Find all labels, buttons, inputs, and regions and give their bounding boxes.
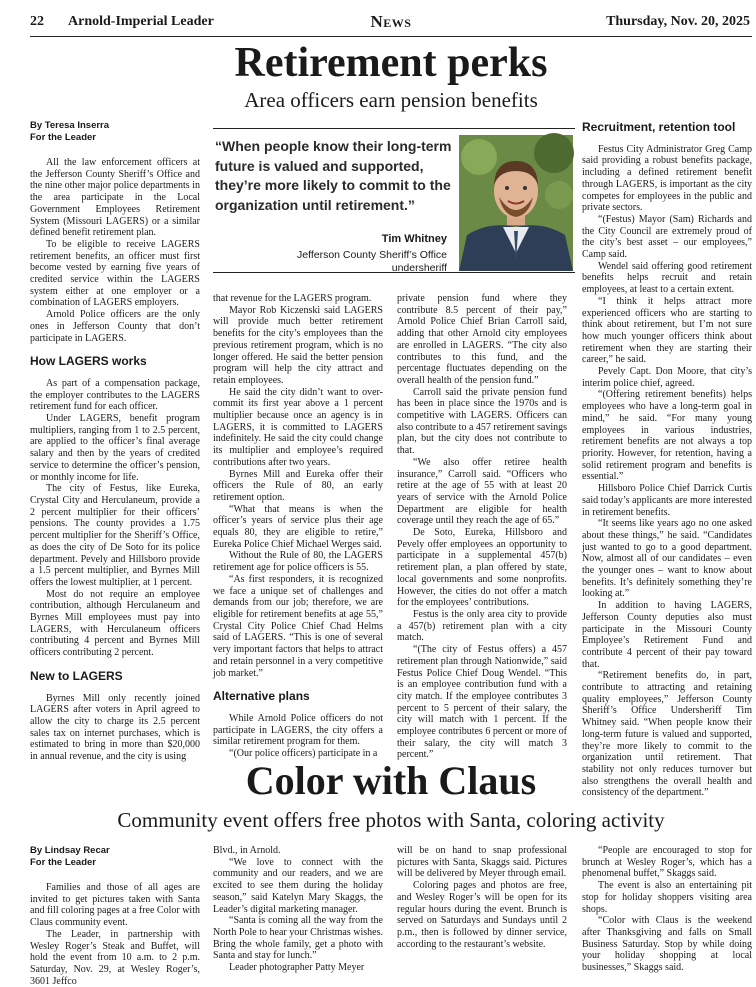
- paragraph: “(The city of Festus offers) a 457 retirement plan through Nationwide,” said Festus Police Chief Doug Wendel. “This is an employee contribution fund with a city match. If the employee contributes 3 percent to 5 percent of their salary, the city will match with 1 percent. If the employee contributes 6 percent or more of their salary, the city will match 3 percent.”: [397, 644, 567, 761]
- byline-org: For the Leader: [30, 857, 96, 868]
- paragraph: Under LAGERS, benefit program multipliers, ranging from 1 to 2.5 percent, are applied to the officer’s final average salary and then by the years of credited service to determine the officer’s pension, or monthly income for life.: [30, 413, 200, 483]
- story2-column-2: [213, 845, 383, 981]
- pull-quote-role-line1: Jefferson County Sheriff’s Office: [297, 249, 447, 261]
- portrait-photo: [459, 135, 573, 271]
- paragraph: private pension fund where they contribute 8.5 percent of their pay,” Arnold Police Chief Brian Carroll said, adding that other Arnold city employees are enrolled in LAGERS. “The city also contributes to this fund, and the percentage fluctuates depending on the overall health of the pension fund.”: [397, 293, 567, 386]
- paragraph: Pevely Capt. Don Moore, that city’s interim police chief, agreed.: [582, 366, 752, 389]
- section-subhead: How LAGERS works: [30, 354, 147, 369]
- paragraph: “We also offer retiree health insurance,” Carroll said. “Officers who retire at the age of 55 with at least 20 years of service with the Arnold Police Department are eligible for health coverage until they reach the age of 65.”: [397, 456, 567, 527]
- paragraph: “Color with Claus is the weekend after Thanksgiving and falls on Small Business Saturday. Stop by while doing your holiday shopping at local businesses,” Skaggs said.: [582, 915, 752, 974]
- paragraph: The Leader, in partnership with Wesley Roger’s Steak and Buffet, will hold the event from 10 a.m. to 2 p.m. Saturday, Nov. 29, at Wesley Roger’s, 3601 Jeffco: [30, 928, 200, 987]
- page-header: [30, 12, 752, 34]
- paragraph: “Retirement benefits do, in part, contribute to attracting and retaining quality employees,” Jefferson County Sheriff’s Office Undersheriff Tim Whitney said. “When people know their long-term future is valued and supported, they’re more likely to commit to the organization until retirement. That stability not only reduces turnover but also strengthens the overall health and consistency of the department.”: [582, 670, 752, 799]
- pull-quote: [213, 128, 575, 273]
- section-subhead: Alternative plans: [213, 689, 310, 704]
- paragraph: The city of Festus, like Eureka, Crystal City and Herculaneum, provide a 2 percent multiplier for their officers’ pensions. The county provides a 1.75 percent multiplier for the Sheriff’s Office, as does the city of De Soto for its police department. Pevely and Hillsboro provide a 1.5 percent multiplier, and Byrnes Mill offers the lowest multiplier, at 1 percent.: [30, 483, 200, 588]
- paragraph: that revenue for the LAGERS program.: [213, 293, 372, 304]
- headline: Retirement perks: [234, 40, 548, 86]
- section-name: News: [370, 12, 412, 31]
- paragraph: He said the city didn’t want to over-commit its first year above a 1 percent multiplier because once an agency is in LAGERS, it is committed to LAGERS indefinitely. He said the city could change its multiplier and employee’s required contributions after two years.: [213, 386, 383, 468]
- paragraph: “It seems like years ago no one asked about these things,” he said. “Candidates just wanted to go to a good department. Now, almost all of our candidates – even the younger ones – want to know about benefits. It’s definitely something they’re looking at.”: [582, 518, 752, 600]
- paragraph: Families and those of all ages are invited to get pictures taken with Santa and fill coloring pages at a free Color with Claus community event.: [30, 882, 200, 929]
- paragraph: Carroll said the private pension fund has been in place since the 1970s and is competitive with LAGERS. Officers can also contribute to a 457 retirement savings plan, but the city does not contribute to that.: [397, 386, 567, 457]
- portrait-icon: [459, 135, 573, 271]
- paragraph: Mayor Rob Kiczenski said LAGERS will provide much better retirement benefits for the city’s employees than the previous retirement program, which is no longer offered. He said the better pension program will help the city attract and retain employees.: [213, 304, 383, 386]
- paragraph: All the law enforcement officers at the Jefferson County Sheriff’s Office and the nine other major police departments in the area participate in the Local Government Employees Retirement System (Missouri LAGERS) or a similar defined benefit retirement plan.: [30, 157, 200, 239]
- paragraph: “As first responders, it is recognized we face a unique set of challenges and demands from our job; therefore, we are eligible for retirement benefits at age 55,” Crystal City Police Chief Chad Helms said of LAGERS. “This is one of several very important factors that helps to attract and retain personnel in a very competitive job market.”: [213, 573, 383, 679]
- paragraph: “What that means is when the officer’s years of service plus their age equals 80, they are eligible to retire,” Eureka Police Chief Michael Werges said.: [213, 503, 383, 550]
- byline-name: By Teresa Inserra: [30, 120, 110, 131]
- story2-column-3: [397, 845, 567, 981]
- section-subhead: Recruitment, retention tool: [582, 120, 736, 134]
- paragraph: Byrnes Mill and Eureka offer their officers the Rule of 80, an early retirement option.: [213, 468, 383, 503]
- paragraph: Coloring pages and photos are free, and Wesley Roger’s will be open for its regular hours during the event. Brunch is served on Saturdays and Sundays until 2 p.m., then is followed by dinner service, according to the restaurant’s website.: [397, 880, 567, 950]
- paper-name: Arnold-Imperial Leader: [68, 14, 214, 29]
- paragraph: Without the Rule of 80, the LAGERS retirement age for police officers is 55.: [213, 550, 383, 574]
- pull-quote-text: “When people know their long-term future is valued and supported, they’re more likely to commit to the organization until retirement.”: [215, 138, 452, 213]
- paragraph: “People are encouraged to stop for brunch at Wesley Roger’s, which has a phenomenal buffet,” Skaggs said.: [582, 845, 752, 880]
- headline-2: Color with Claus: [245, 758, 537, 803]
- story2-column-4: [582, 845, 752, 981]
- page-number: 22: [30, 14, 44, 29]
- paragraph: In addition to having LAGERS, Jefferson County deputies also must participate in the Missouri County Employee’s Retirement Fund and contribute 4 percent of their pay toward that.: [582, 600, 752, 670]
- byline-name: By Lindsay Recar: [30, 845, 110, 856]
- pull-quote-role-line2: undersheriff: [391, 262, 447, 274]
- pull-quote-name: Tim Whitney: [381, 233, 447, 245]
- paragraph: Byrnes Mill only recently joined LAGERS after voters in April agreed to allow the city to charge its 2.5 percent sales tax on internet purchases, which is estimated to bring in more than $20,000 in annual revenue, and the city is using: [30, 692, 200, 763]
- paragraph: “(Festus) Mayor (Sam) Richards and the City Council are extremely proud of the city’s best asset – our employees,” Camp said.: [582, 213, 752, 261]
- paragraph: “(Our police officers) participate in a: [229, 748, 378, 760]
- paragraph: Leader photographer Patty Meyer: [229, 962, 365, 974]
- paragraph: Blvd., in Arnold.: [213, 845, 281, 856]
- header-rule: [30, 36, 752, 37]
- subheadline: Area officers earn pension benefits: [244, 88, 538, 112]
- issue-date: Thursday, Nov. 20, 2025: [606, 14, 750, 29]
- byline-org: For the Leader: [30, 132, 96, 143]
- story1-column-4: [582, 120, 752, 799]
- paragraph: will be on hand to snap professional pictures with Santa, Skaggs said. Pictures will be delivered by Meyer through email.: [397, 845, 567, 880]
- paragraph: “I think it helps attract more experienced officers who are starting to think about retirement, but I’m not sure how much younger officers think about retirement when they are starting their career,” he said.: [582, 295, 752, 366]
- paragraph: Most do not require an employee contribution, although Herculaneum and Byrnes Mill employees must pay into LAGERS, with Herculaneum officers contributing 4 percent and Byrnes Mill officers contributing 2 percent.: [30, 588, 200, 659]
- paragraph: Hillsboro Police Chief Darrick Curtis said today’s applicants are more interested in retirement benefits.: [582, 483, 752, 518]
- paragraph: As part of a compensation package, the employer contributes to the LAGERS retirement fund for each officer.: [30, 377, 200, 413]
- paragraph: “We love to connect with the community and our readers, and we are excited to see them during the holiday season,” said Katelyn Mary Skaggs, the Leader’s digital marketing manager.: [213, 856, 383, 915]
- paragraph: Arnold Police officers are the only ones in Jefferson County that don’t participate in LAGERS.: [30, 309, 200, 344]
- section-subhead: New to LAGERS: [30, 668, 123, 683]
- story1-column-2: [213, 293, 383, 760]
- paragraph: “Santa is coming all the way from the North Pole to hear your Christmas wishes. Bring the whole family, get a photo with Santa and stay for lunch.”: [213, 915, 383, 962]
- paragraph: While Arnold Police officers do not participate in LAGERS, the city offers a similar retirement program for them.: [213, 712, 383, 748]
- paragraph: Wendel said offering good retirement benefits helps recruit and retain employees, at least to a certain extent.: [582, 260, 752, 296]
- paragraph: De Soto, Eureka, Hillsboro and Pevely offer employees an opportunity to participate in a supplemental 457(b) retirement plan, a plan offered by state, local governments and some nonprofits. However, the cities do not offer a match for the employees’ contributions.: [397, 527, 567, 609]
- subheadline-2: Community event offers free photos with Santa, coloring activity: [117, 808, 665, 832]
- paragraph: To be eligible to receive LAGERS retirement benefits, an officer must first become vested by earning five years of credited service within the LAGERS system either at one employer or a combination of LAGERS employers.: [30, 238, 200, 309]
- pull-quote-role: [297, 249, 447, 275]
- paragraph: Festus City Administrator Greg Camp said providing a robust benefits package, including a defined retirement benefit through LAGERS, is important as the city competes for employees in the public and private sectors.: [582, 143, 752, 214]
- paragraph: Festus is the only area city to provide a 457(b) retirement plan with a city match.: [397, 608, 567, 644]
- paragraph: “(Offering retirement benefits) helps employees who have a long-term goal in mind,” he said. “For many young employees in various industries, retirement benefits are not always a top priority. However, for retention, having a solid retirement program and benefits is essential.”: [582, 389, 752, 483]
- story1-column-1: [30, 120, 200, 763]
- story2-column-1: [30, 845, 200, 987]
- paragraph: The event is also an entertaining pit stop for holiday shoppers visiting area shops.: [582, 880, 752, 915]
- story1-column-3: [397, 293, 567, 761]
